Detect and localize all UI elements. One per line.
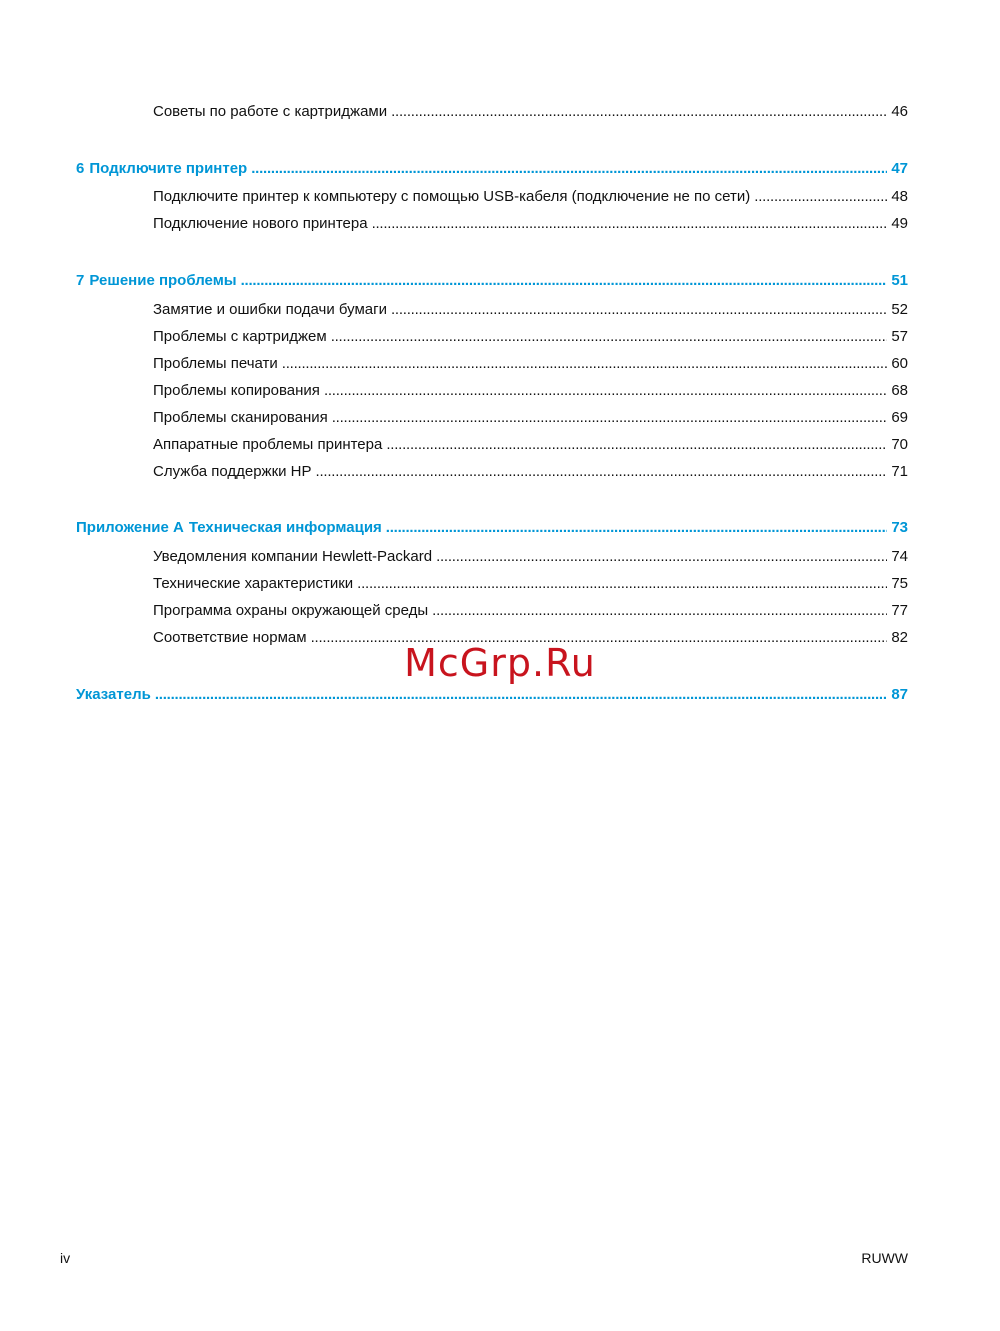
toc-chapter-number: 6 (76, 160, 85, 177)
toc-leader-dots (332, 408, 888, 428)
toc-chapter-title: Техническая информация (188, 519, 382, 536)
toc-chapter-title: Указатель (76, 686, 151, 703)
toc-chapter-number: Приложение А (76, 519, 184, 536)
toc-chapter-title: Подключите принтер (89, 160, 248, 177)
toc-entry-title: Аппаратные проблемы принтера (153, 436, 383, 453)
toc-leader-dots (241, 271, 888, 291)
footer-locale-code: RUWW (861, 1250, 908, 1266)
toc-entry[interactable] (153, 435, 908, 455)
toc-entry-page: 82 (891, 629, 908, 646)
footer-page-label: iv (60, 1250, 71, 1266)
toc-entry-title: Проблемы сканирования (153, 409, 328, 426)
toc-leader-dots (324, 381, 887, 401)
toc-leader-dots (316, 462, 888, 482)
toc-entry-page: 49 (891, 215, 908, 232)
toc-entry[interactable] (153, 381, 908, 401)
toc-entry-page: 69 (891, 409, 908, 426)
toc-chapter-number: 7 (76, 272, 85, 289)
toc-entry[interactable] (153, 327, 908, 347)
toc-chapter-7[interactable] (76, 271, 908, 291)
toc-entry-title: Соответствие нормам (153, 629, 307, 646)
toc-leader-dots (331, 327, 888, 347)
toc-entry[interactable] (153, 462, 908, 482)
toc-leader-dots (155, 685, 887, 705)
toc-entry-page: 52 (891, 301, 908, 318)
toc-entry[interactable] (153, 187, 908, 207)
toc-entry-page: 77 (891, 602, 908, 619)
toc-entry-title: Советы по работе с картриджами (153, 103, 388, 120)
toc-leader-dots (754, 187, 887, 207)
toc-entry-page: 70 (891, 436, 908, 453)
toc-chapter-page: 51 (891, 272, 908, 289)
toc-entry-title: Проблемы с картриджем (153, 328, 327, 345)
toc-entry-page: 48 (891, 188, 908, 205)
toc-entry-title: Служба поддержки HP (153, 463, 312, 480)
toc-leader-dots (251, 159, 887, 179)
toc-chapter-page: 47 (891, 160, 908, 177)
toc-leader-dots (391, 300, 887, 320)
toc-entry-page: 60 (891, 355, 908, 372)
toc-entry[interactable] (153, 354, 908, 374)
toc-entry[interactable] (153, 601, 908, 621)
toc-entry[interactable] (153, 547, 908, 567)
toc-entry-page: 46 (891, 103, 908, 120)
toc-chapter-title: Решение проблемы (89, 272, 237, 289)
toc-chapter-page: 87 (891, 686, 908, 703)
toc-entry-title: Подключите принтер к компьютеру с помощью USB-кабеля (подключение не по сети) (153, 188, 751, 205)
toc-entry[interactable] (153, 300, 908, 320)
toc-entry-title: Технические характеристики (153, 575, 354, 592)
toc-index[interactable] (76, 685, 908, 705)
toc-entry-page: 57 (891, 328, 908, 345)
toc-entry-title: Проблемы копирования (153, 382, 320, 399)
toc-entry-title: Программа охраны окружающей среды (153, 602, 429, 619)
toc-appendix-a[interactable] (76, 518, 908, 538)
toc-leader-dots (357, 574, 887, 594)
toc-entry-title: Замятие и ошибки подачи бумаги (153, 301, 387, 318)
toc-entry-page: 71 (891, 463, 908, 480)
toc-entry[interactable] (153, 214, 908, 234)
toc-entry-title: Уведомления компании Hewlett-Packard (153, 548, 433, 565)
toc-chapter-page: 73 (891, 519, 908, 536)
toc-leader-dots (391, 102, 887, 122)
toc-leader-dots (436, 547, 887, 567)
toc-chapter-6[interactable] (76, 159, 908, 179)
toc-entry-title: Подключение нового принтера (153, 215, 368, 232)
toc-leader-dots (282, 354, 888, 374)
toc-entry[interactable] (153, 574, 908, 594)
watermark: McGrp.Ru (404, 641, 596, 685)
toc-leader-dots (386, 435, 887, 455)
toc-entry[interactable] (153, 102, 908, 122)
toc-leader-dots (432, 601, 887, 621)
toc-leader-dots (372, 214, 888, 234)
toc-entry[interactable] (153, 408, 908, 428)
toc-entry-page: 68 (891, 382, 908, 399)
toc-leader-dots (386, 518, 888, 538)
toc-entry-page: 75 (891, 575, 908, 592)
toc-entry-title: Проблемы печати (153, 355, 278, 372)
toc-entry-page: 74 (891, 548, 908, 565)
